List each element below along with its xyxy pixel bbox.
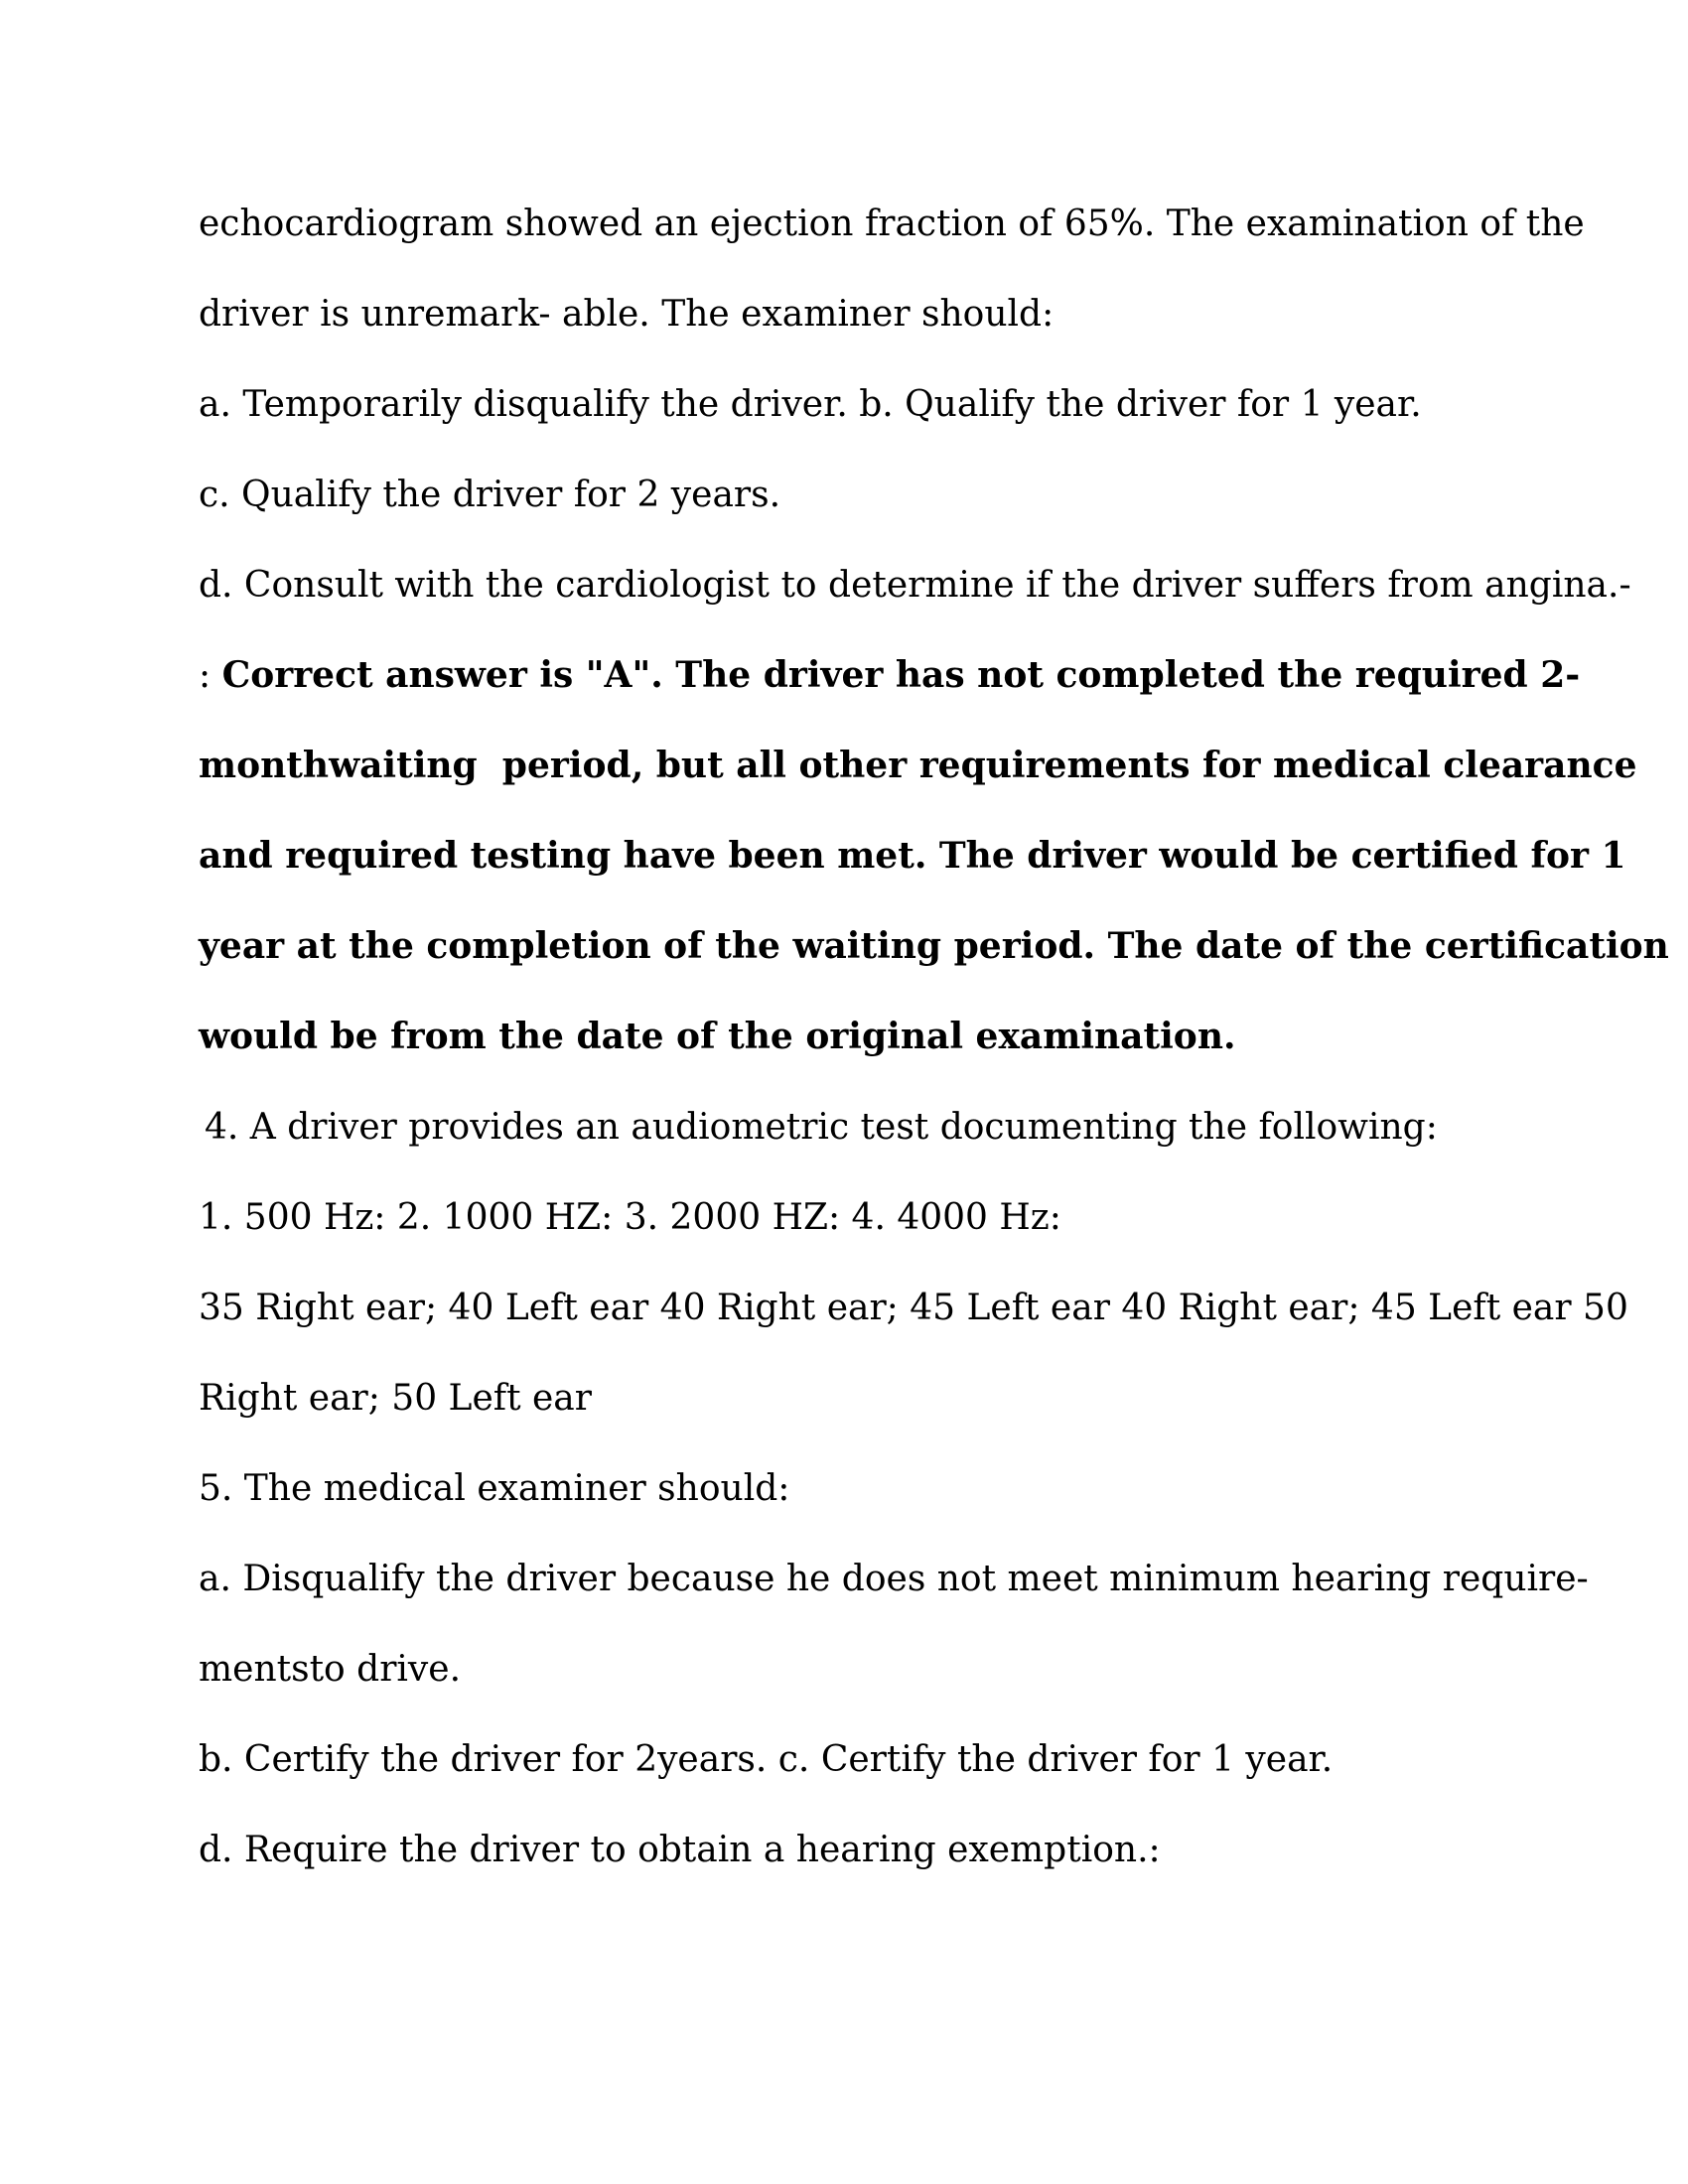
question3-option-c: c. Qualify the driver for 2 years. [199, 475, 781, 515]
answer-line1 [199, 630, 1581, 721]
question4-stem: 4. A driver provides an audiometric test documenting the following: [205, 1107, 1438, 1148]
question5-option-b-c: b. Certify the driver for 2years. c. Certify the driver for 1 year. [199, 1739, 1334, 1780]
answer-line3: and required testing have been met. The driver would be certified for 1 [199, 835, 1626, 877]
question5-option-a-line1: a. Disqualify the driver because he does not meet minimum hearing require- [199, 1559, 1589, 1599]
question3-stem-line1: echocardiogram showed an ejection fraction of 65%. The examination of the [199, 204, 1585, 244]
question3-stem-line2: driver is unremark- able. The examiner should: [199, 294, 1055, 335]
question5-stem: 5. The medical examiner should: [199, 1468, 790, 1509]
answer-prefix: : [199, 655, 222, 696]
question4-values-line1: 35 Right ear; 40 Left ear 40 Right ear; 45 Left ear 40 Right ear; 45 Left ear 50 [199, 1288, 1628, 1328]
question3-option-a-b: a. Temporarily disqualify the driver. b. Qualify the driver for 1 year. [199, 384, 1422, 425]
question4-frequencies: 1. 500 Hz: 2. 1000 HZ: 3. 2000 HZ: 4. 4000 Hz: [199, 1197, 1061, 1238]
answer-line5: would be from the date of the original examination. [199, 1016, 1236, 1057]
answer-text-line1: Correct answer is "A". The driver has not completed the required 2- [221, 654, 1581, 696]
answer-line2: monthwaiting period, but all other requirements for medical clearance [199, 745, 1637, 786]
question3-option-d: d. Consult with the cardiologist to determine if the driver suffers from angina.- [199, 565, 1631, 606]
question5-option-a-line2: mentsto drive. [199, 1649, 462, 1690]
document-body [199, 179, 1669, 1895]
question5-option-d: d. Require the driver to obtain a hearing exemption.: [199, 1830, 1161, 1870]
answer-line4: year at the completion of the waiting period. The date of the certification [199, 925, 1669, 967]
question4-values-line2: Right ear; 50 Left ear [199, 1378, 592, 1419]
